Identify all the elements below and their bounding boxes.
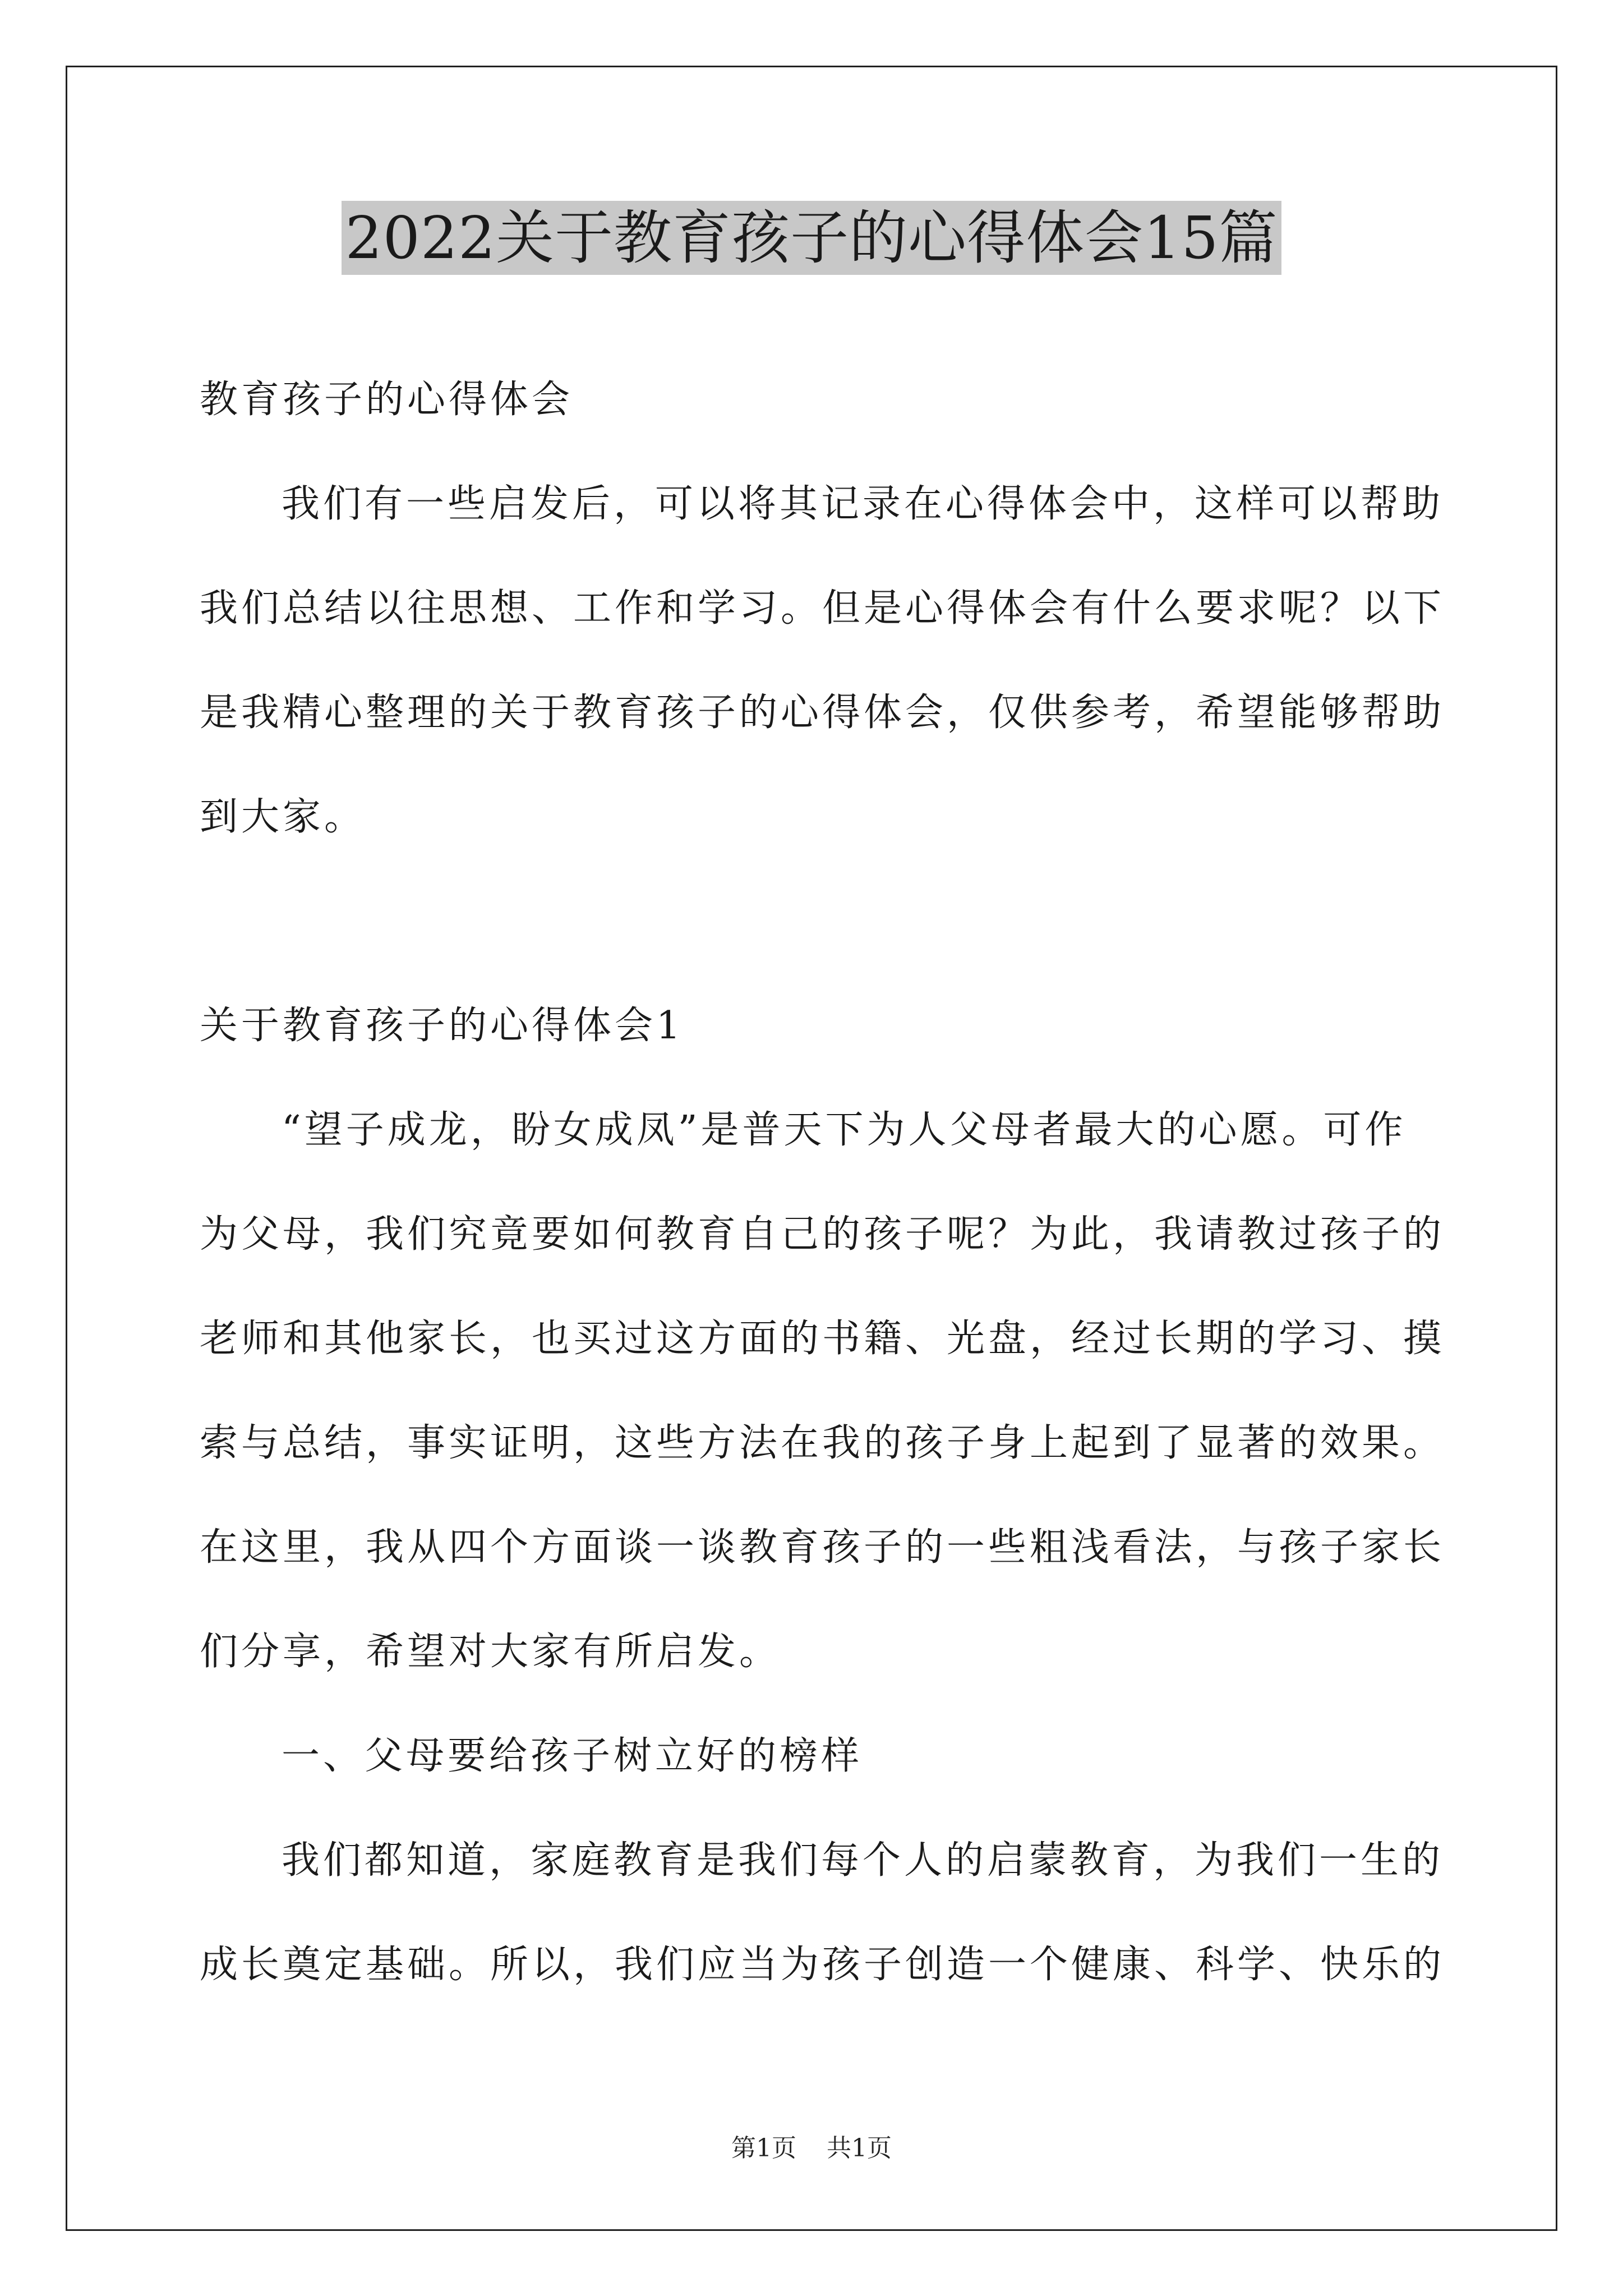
paragraph-line: 们分享，希望对大家有所启发。	[200, 1630, 781, 1674]
point-heading: 一、父母要给孩子树立好的榜样	[282, 1734, 863, 1778]
paragraph-line: 在这里，我从四个方面谈一谈教育孩子的一些粗浅看法，与孩子家长	[200, 1525, 1445, 1570]
document-body	[200, 348, 1445, 2017]
paragraph-line: 索与总结，事实证明，这些方法在我的孩子身上起到了显著的效果。	[200, 1421, 1445, 1465]
spacer	[200, 869, 1433, 974]
intro-line: 我们有一些启发后，可以将其记录在心得体会中，这样可以帮助	[282, 482, 1444, 526]
intro-line: 我们总结以往思想、工作和学习。但是心得体会有什么要求呢？以下	[200, 586, 1445, 631]
section-heading: 教育孩子的心得体会	[200, 378, 574, 422]
title-container	[0, 201, 1623, 275]
page-number-total: 共1页	[827, 2134, 892, 2162]
paragraph-line: 我们都知道，家庭教育是我们每个人的启蒙教育，为我们一生的	[282, 1838, 1444, 1883]
paragraph-line: 老师和其他家长，也买过这方面的书籍、光盘，经过长期的学习、摸	[200, 1317, 1445, 1361]
intro-line: 到大家。	[200, 795, 366, 839]
document-title: 2022关于教育孩子的心得体会15篇	[342, 201, 1281, 275]
paragraph-line: 成长奠定基础。所以，我们应当为孩子创造一个健康、科学、快乐的	[200, 1943, 1445, 1987]
page-footer	[0, 2132, 1623, 2165]
intro-line: 是我精心整理的关于教育孩子的心得体会，仅供参考，希望能够帮助	[200, 691, 1445, 735]
page-number-current: 第1页	[731, 2134, 796, 2162]
paragraph-line: 为父母，我们究竟要如何教育自己的孩子呢？为此，我请教过孩子的	[200, 1212, 1445, 1257]
paragraph-line: “望子成龙，盼女成凤”是普天下为人父母者最大的心愿。可作	[282, 1108, 1407, 1152]
sub-heading: 关于教育孩子的心得体会1	[200, 1004, 684, 1048]
